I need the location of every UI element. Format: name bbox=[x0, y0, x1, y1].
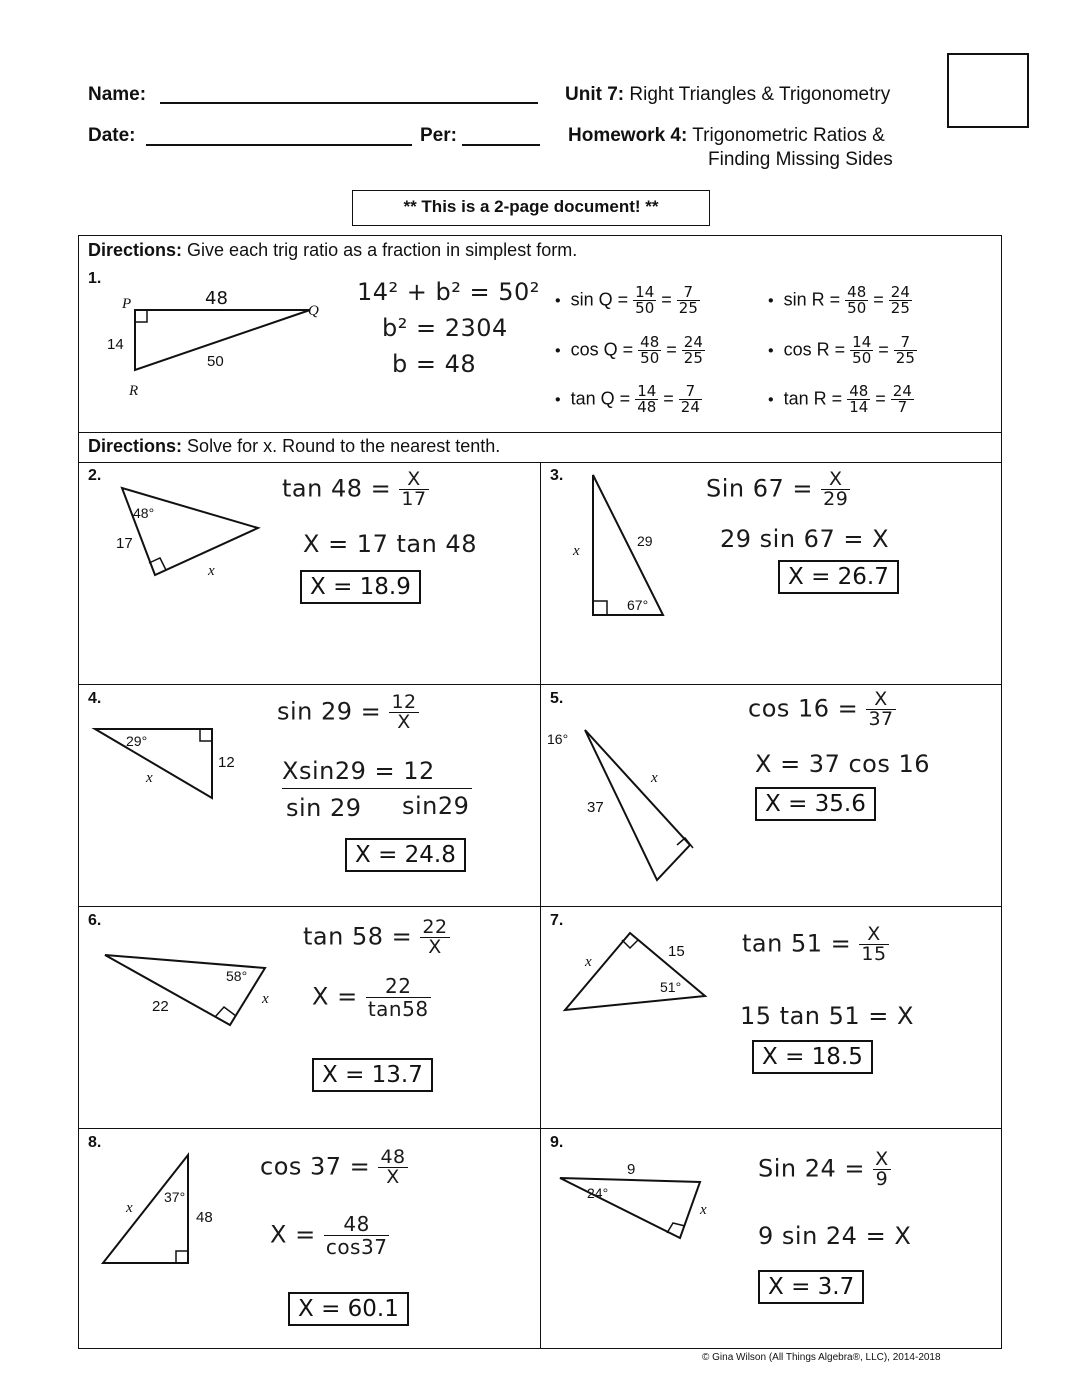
p7-answer: X = 18.5 bbox=[752, 1040, 873, 1074]
p4-angle: 29° bbox=[126, 733, 148, 749]
triangle-4 bbox=[90, 722, 250, 802]
p6-answer: X = 13.7 bbox=[312, 1058, 433, 1092]
page-notice: ** This is a 2-page document! ** bbox=[352, 190, 710, 226]
homework-title: Homework 4: Trigonometric Ratios & bbox=[568, 125, 885, 146]
period-field[interactable] bbox=[462, 124, 540, 146]
date-field[interactable] bbox=[146, 124, 412, 146]
p4-x: x bbox=[146, 770, 153, 786]
p5-work-2: X = 37 cos 16 bbox=[755, 750, 931, 778]
side-pr: 14 bbox=[107, 336, 124, 353]
ratio-sin-r: • sin R = $\frac{48}{50}$ = $\frac{24}{25}$ bbox=[768, 283, 910, 317]
p7-work-2: 15 tan 51 = X bbox=[740, 1002, 914, 1030]
p6-work-2: X = $\frac{22}{\tan 58}$ bbox=[312, 974, 429, 1021]
work-1-line-1: 14² + b² = 50² bbox=[357, 278, 540, 306]
problem-number-8: 8. bbox=[88, 1134, 102, 1151]
ratio-tan-q: • tan Q = $\frac{14}{48}$ = $\frac{7}{24}$ bbox=[555, 382, 700, 416]
p8-work-2: X = $\frac{48}{\cos 37}$ bbox=[270, 1212, 388, 1259]
p9-side: 9 bbox=[627, 1161, 636, 1178]
triangle-5 bbox=[545, 720, 705, 885]
work-1-line-2: b² = 2304 bbox=[382, 314, 508, 342]
p9-x: x bbox=[700, 1202, 707, 1218]
directions-1: Directions: Give each trig ratio as a fraction in simplest form. bbox=[88, 240, 578, 260]
problem-number-3: 3. bbox=[550, 467, 564, 484]
side-qr: 50 bbox=[207, 353, 224, 370]
p2-work-2: X = 17 tan 48 bbox=[303, 530, 477, 558]
p4-work-underline bbox=[282, 788, 472, 789]
p6-work-1: tan 58 = $\frac{22}{X}$ bbox=[303, 916, 448, 958]
problem-number-7: 7. bbox=[550, 912, 564, 929]
p4-work-1: sin 29 = $\frac{12}{X}$ bbox=[277, 691, 417, 733]
p7-angle: 51° bbox=[660, 979, 682, 995]
p7-x: x bbox=[585, 954, 592, 970]
p2-side: 17 bbox=[116, 535, 133, 552]
p3-work-2: 29 sin 67 = X bbox=[720, 525, 890, 553]
p4-work-3a: sin 29 bbox=[286, 794, 362, 822]
triangle-6 bbox=[100, 945, 285, 1035]
triangle-1 bbox=[95, 280, 335, 405]
p8-work-1: cos 37 = $\frac{48}{X}$ bbox=[260, 1146, 406, 1188]
ratio-tan-r: • tan R = $\frac{48}{14}$ = $\frac{24}{7}$ bbox=[768, 382, 912, 416]
p5-angle: 16° bbox=[547, 731, 569, 747]
p5-side: 37 bbox=[587, 799, 604, 816]
p4-side: 12 bbox=[218, 754, 235, 771]
p3-angle: 67° bbox=[627, 597, 649, 613]
p3-side: 29 bbox=[637, 533, 653, 549]
ratio-sin-q: • sin Q = $\frac{14}{50}$ = $\frac{7}{25}$ bbox=[555, 283, 698, 317]
directions-2: Directions: Solve for x. Round to the nearest tenth. bbox=[88, 436, 501, 456]
p8-side: 48 bbox=[196, 1209, 213, 1226]
triangle-7 bbox=[560, 928, 710, 1013]
p2-work-1: tan 48 = $\frac{X}{17}$ bbox=[282, 468, 427, 510]
p3-work-1: Sin 67 = $\frac{X}{29}$ bbox=[706, 468, 849, 510]
p6-angle: 58° bbox=[226, 968, 248, 984]
p7-side: 15 bbox=[668, 943, 685, 960]
p6-x: x bbox=[262, 991, 269, 1007]
problem-number-4: 4. bbox=[88, 690, 102, 707]
p4-work-3b: sin29 bbox=[402, 792, 470, 820]
p6-side: 22 bbox=[152, 998, 169, 1015]
p4-work-2: Xsin29 = 12 bbox=[282, 757, 435, 785]
p4-answer: X = 24.8 bbox=[345, 838, 466, 872]
vertex-q: Q bbox=[308, 303, 319, 319]
divider-section bbox=[78, 432, 1002, 433]
p3-x: x bbox=[573, 543, 580, 559]
p8-answer: X = 60.1 bbox=[288, 1292, 409, 1326]
triangle-8 bbox=[98, 1150, 228, 1270]
p2-answer: X = 18.9 bbox=[300, 570, 421, 604]
p2-angle: 48° bbox=[133, 505, 155, 521]
score-box[interactable] bbox=[947, 53, 1029, 128]
divider-column bbox=[540, 462, 541, 1349]
vertex-r: R bbox=[129, 383, 139, 399]
triangle-2 bbox=[100, 480, 275, 590]
p9-angle: 24° bbox=[587, 1185, 609, 1201]
name-field[interactable] bbox=[160, 82, 538, 104]
problem-number-1: 1. bbox=[88, 270, 102, 287]
p5-work-1: cos 16 = $\frac{X}{37}$ bbox=[748, 688, 894, 730]
copyright: © Gina Wilson (All Things Algebra®, LLC), 2014-2018 bbox=[702, 1352, 941, 1363]
side-pq: 48 bbox=[205, 288, 228, 309]
p8-x: x bbox=[126, 1200, 133, 1216]
p2-x: x bbox=[208, 563, 215, 579]
p9-work-2: 9 sin 24 = X bbox=[758, 1222, 912, 1250]
work-1-line-3: b = 48 bbox=[392, 350, 477, 378]
unit-title: Unit 7: Right Triangles & Trigonometry bbox=[565, 84, 891, 105]
p5-answer: X = 35.6 bbox=[755, 787, 876, 821]
problem-number-9: 9. bbox=[550, 1134, 564, 1151]
problem-number-6: 6. bbox=[88, 912, 102, 929]
vertex-p: P bbox=[122, 296, 132, 312]
p9-answer: X = 3.7 bbox=[758, 1270, 864, 1304]
p5-x: x bbox=[651, 770, 658, 786]
triangle-3 bbox=[565, 470, 675, 620]
date-label: Date: bbox=[88, 125, 136, 146]
p9-work-1: Sin 24 = $\frac{X}{9}$ bbox=[758, 1148, 889, 1190]
p8-angle: 37° bbox=[164, 1189, 186, 1205]
ratio-cos-r: • cos R = $\frac{14}{50}$ = $\frac{7}{25}$ bbox=[768, 333, 915, 367]
homework-subtitle: Finding Missing Sides bbox=[708, 149, 893, 170]
period-label: Per: bbox=[420, 125, 457, 146]
problem-number-5: 5. bbox=[550, 690, 564, 707]
ratio-cos-q: • cos Q = $\frac{48}{50}$ = $\frac{24}{25}$ bbox=[555, 333, 703, 367]
p7-work-1: tan 51 = $\frac{X}{15}$ bbox=[742, 923, 887, 965]
name-label: Name: bbox=[88, 84, 147, 105]
p3-answer: X = 26.7 bbox=[778, 560, 899, 594]
problem-number-2: 2. bbox=[88, 467, 102, 484]
triangle-9 bbox=[555, 1160, 720, 1245]
